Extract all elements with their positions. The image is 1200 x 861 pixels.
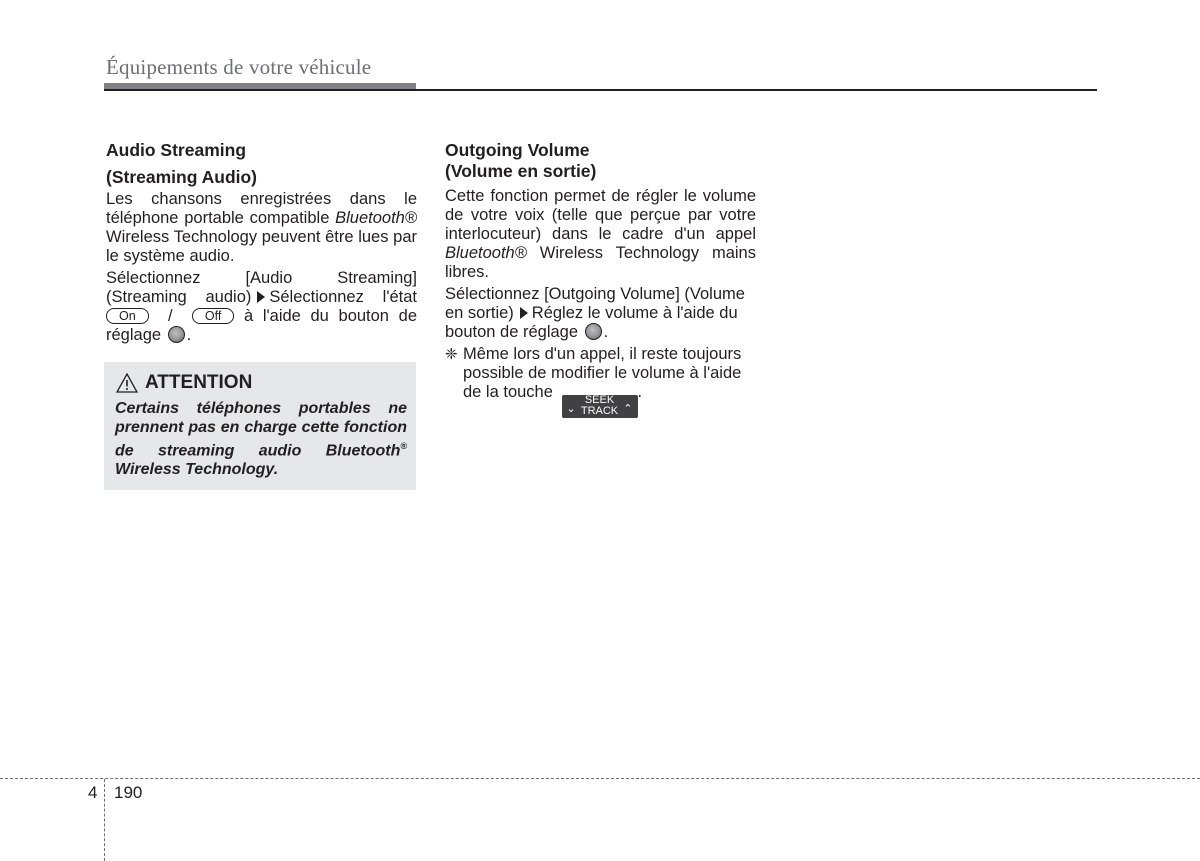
- chevron-up-icon: ⌃: [623, 402, 633, 415]
- paragraph-text: Wireless Technology mains libres.: [445, 244, 756, 281]
- paragraph-text: Cette fonction permet de régler le volume de votre voix (telle que perçue par votre interlocuteur) dans le cadre d'un appel: [445, 187, 756, 243]
- paragraph: [106, 190, 417, 266]
- attention-text-part: Certains téléphones portables ne prennent pas en charge cette fonction de streaming audio Bluetooth: [115, 400, 407, 460]
- paragraph-text: Réglez le volume à l'aide du bouton de réglage: [445, 304, 738, 341]
- warning-icon: [116, 373, 138, 393]
- paragraph-text: Les chansons enregistrées dans le téléphone portable compatible: [106, 190, 417, 227]
- off-button-glyph: Off: [192, 308, 234, 324]
- page-number: 190: [114, 783, 143, 802]
- footer-rule: [0, 778, 1200, 779]
- chapter-number: 4: [88, 783, 98, 802]
- paragraph: [445, 187, 756, 282]
- attention-text: [115, 399, 407, 479]
- punctuation: .: [603, 323, 609, 341]
- footer-divider: [104, 779, 105, 861]
- brand-text: Bluetooth®: [335, 209, 417, 227]
- attention-text-part: Wireless Technology.: [115, 461, 279, 479]
- paragraph-text: Sélectionnez [Outgoing Volume] (Volume en sortie): [445, 285, 745, 322]
- tune-knob-icon: [168, 326, 185, 343]
- punctuation: .: [186, 326, 192, 344]
- paragraph-text: à l'aide du bouton de réglage: [106, 307, 417, 344]
- arrow-right-icon: [257, 291, 265, 303]
- note-text-part: Même lors d'un appel, il reste toujours possible de modifier le volume à l'aide de la touche: [463, 345, 742, 401]
- seek-track-button-glyph: [562, 395, 638, 418]
- left-column: [106, 140, 417, 345]
- attention-heading: [116, 372, 252, 394]
- chevron-down-icon: ⌄: [566, 402, 576, 415]
- track-label: TRACK: [580, 405, 619, 417]
- attention-box: [104, 362, 416, 490]
- on-button-glyph: On: [106, 308, 149, 324]
- running-header: Équipements de votre véhicule: [106, 55, 372, 79]
- paragraph: [106, 269, 417, 345]
- header-rule: [104, 89, 1097, 91]
- seek-track-label: [581, 395, 618, 417]
- brand-text: Bluetooth®: [445, 244, 527, 262]
- section-subheading: (Streaming Audio): [106, 167, 258, 187]
- note-text: [463, 345, 756, 418]
- right-column: [445, 140, 756, 418]
- note-icon: ❈: [445, 346, 458, 363]
- separator: /: [168, 307, 173, 325]
- tune-knob-icon: [585, 323, 602, 340]
- note: [445, 345, 756, 418]
- punctuation: .: [637, 383, 643, 401]
- section-heading: Outgoing Volume: [445, 140, 590, 160]
- seek-label: SEEK: [584, 394, 615, 406]
- attention-title: ATTENTION: [145, 372, 253, 393]
- section-subheading: (Volume en sortie): [445, 161, 597, 181]
- registered-mark: ®: [400, 441, 407, 451]
- paragraph: [445, 285, 756, 342]
- section-heading: Audio Streaming: [106, 140, 247, 160]
- paragraph-text: Wireless Technology peuvent être lues par le système audio.: [106, 228, 417, 265]
- arrow-right-icon: [520, 307, 528, 319]
- paragraph-text: Sélectionnez l'état: [269, 288, 417, 306]
- paragraph-text: Sélectionnez [Audio Streaming] (Streaming audio): [106, 269, 417, 306]
